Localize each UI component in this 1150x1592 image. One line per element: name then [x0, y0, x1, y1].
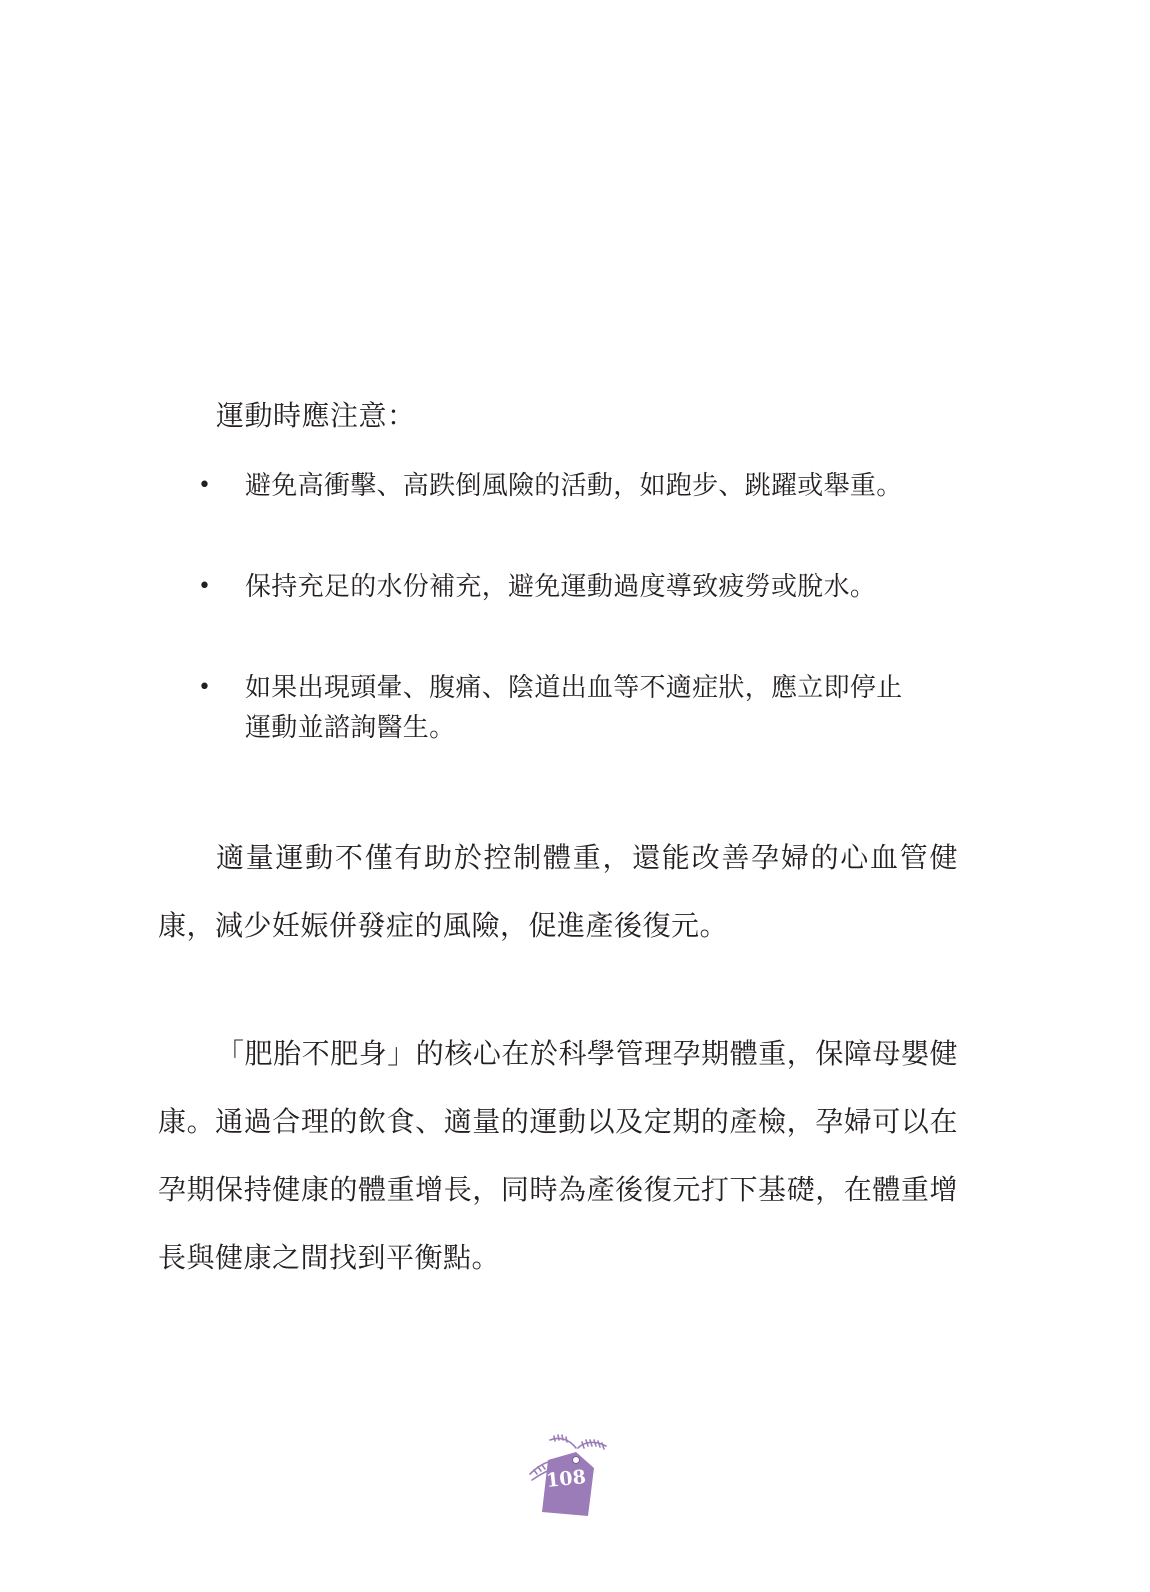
- list-item-text: 如果出現頭暈、腹痛、陰道出血等不適症狀，應立即停止運動並諮詢醫生。: [245, 673, 903, 743]
- bullet-marker: •: [198, 675, 212, 700]
- page-number: 108: [545, 1465, 587, 1493]
- list-item: [196, 466, 956, 506]
- body-paragraph: 適量運動不僅有助於控制體重，還能改善孕婦的心血管健康，減少妊娠併發症的風險，促進產後復元。: [158, 841, 958, 942]
- body-paragraph: 「肥胎不肥身」的核心在於科學管理孕期體重，保障母嬰健康。通過合理的飲食、適量的運動以及定期的產檢，孕婦可以在孕期保持健康的體重增長，同時為產後復元打下基礎，在體重增長與健康之間找到平衡點。: [158, 1037, 958, 1274]
- list-item-text: 保持充足的水份補充，避免運動過度導致疲勞或脫水。: [245, 572, 877, 602]
- list-item: [196, 567, 956, 607]
- list-item: [196, 668, 925, 748]
- section-heading: 運動時應注意：: [216, 399, 416, 432]
- bullet-marker: •: [198, 473, 212, 498]
- bullet-marker: •: [198, 574, 212, 599]
- list-item-text: 避免高衝擊、高跌倒風險的活動，如跑步、跳躍或舉重。: [245, 471, 903, 501]
- precautions-list: [196, 466, 956, 748]
